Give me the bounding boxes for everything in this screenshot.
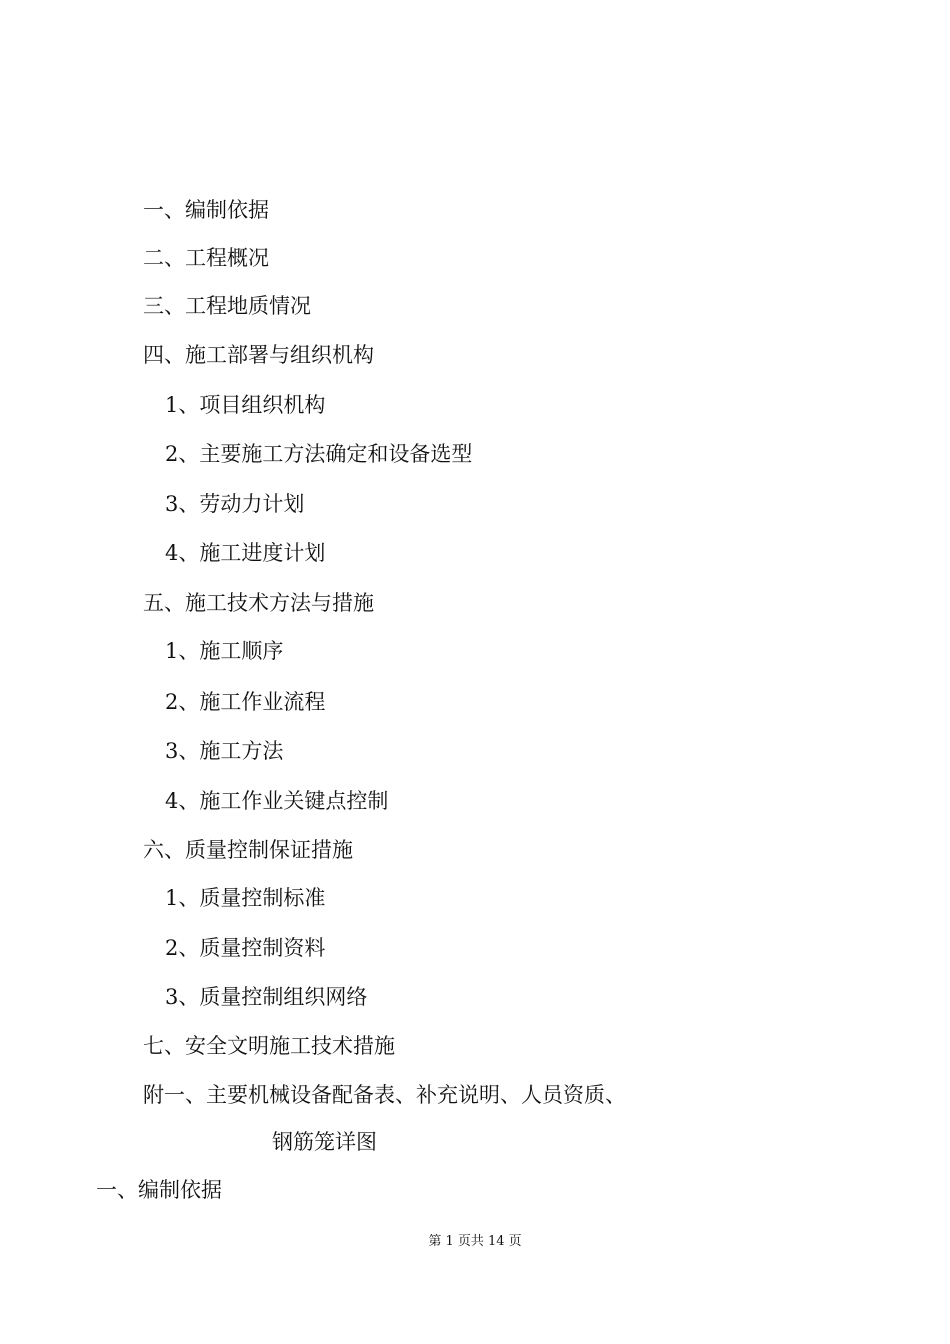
toc-subitem: 3、施工方法 xyxy=(165,739,284,763)
toc-subitem: 2、质量控制资料 xyxy=(165,936,326,960)
toc-item-continuation: 钢筋笼详图 xyxy=(272,1130,377,1154)
toc-subitem: 1、项目组织机构 xyxy=(165,393,326,417)
toc-item: 附一、主要机械设备配备表、补充说明、人员资质、 xyxy=(143,1083,626,1107)
toc-item: 六、质量控制保证措施 xyxy=(143,838,353,862)
toc-subitem: 3、劳动力计划 xyxy=(165,492,305,516)
toc-subitem: 4、施工进度计划 xyxy=(165,541,326,565)
toc-item: 一、编制依据 xyxy=(143,198,269,222)
toc-subitem: 1、质量控制标准 xyxy=(165,886,326,910)
section-heading: 一、编制依据 xyxy=(96,1178,222,1202)
toc-subitem: 3、质量控制组织网络 xyxy=(165,985,368,1009)
toc-item: 二、工程概况 xyxy=(143,246,269,270)
toc-item: 四、施工部署与组织机构 xyxy=(143,343,374,367)
toc-subitem: 1、施工顺序 xyxy=(165,639,284,663)
toc-item: 三、工程地质情况 xyxy=(143,294,311,318)
toc-item: 七、安全文明施工技术措施 xyxy=(143,1034,395,1058)
toc-subitem: 2、施工作业流程 xyxy=(165,690,326,714)
toc-subitem: 4、施工作业关键点控制 xyxy=(165,789,389,813)
toc-subitem: 2、主要施工方法确定和设备选型 xyxy=(165,442,473,466)
toc-item: 五、施工技术方法与措施 xyxy=(143,591,374,615)
page-footer: 第 1 页共 14 页 xyxy=(428,1234,522,1249)
